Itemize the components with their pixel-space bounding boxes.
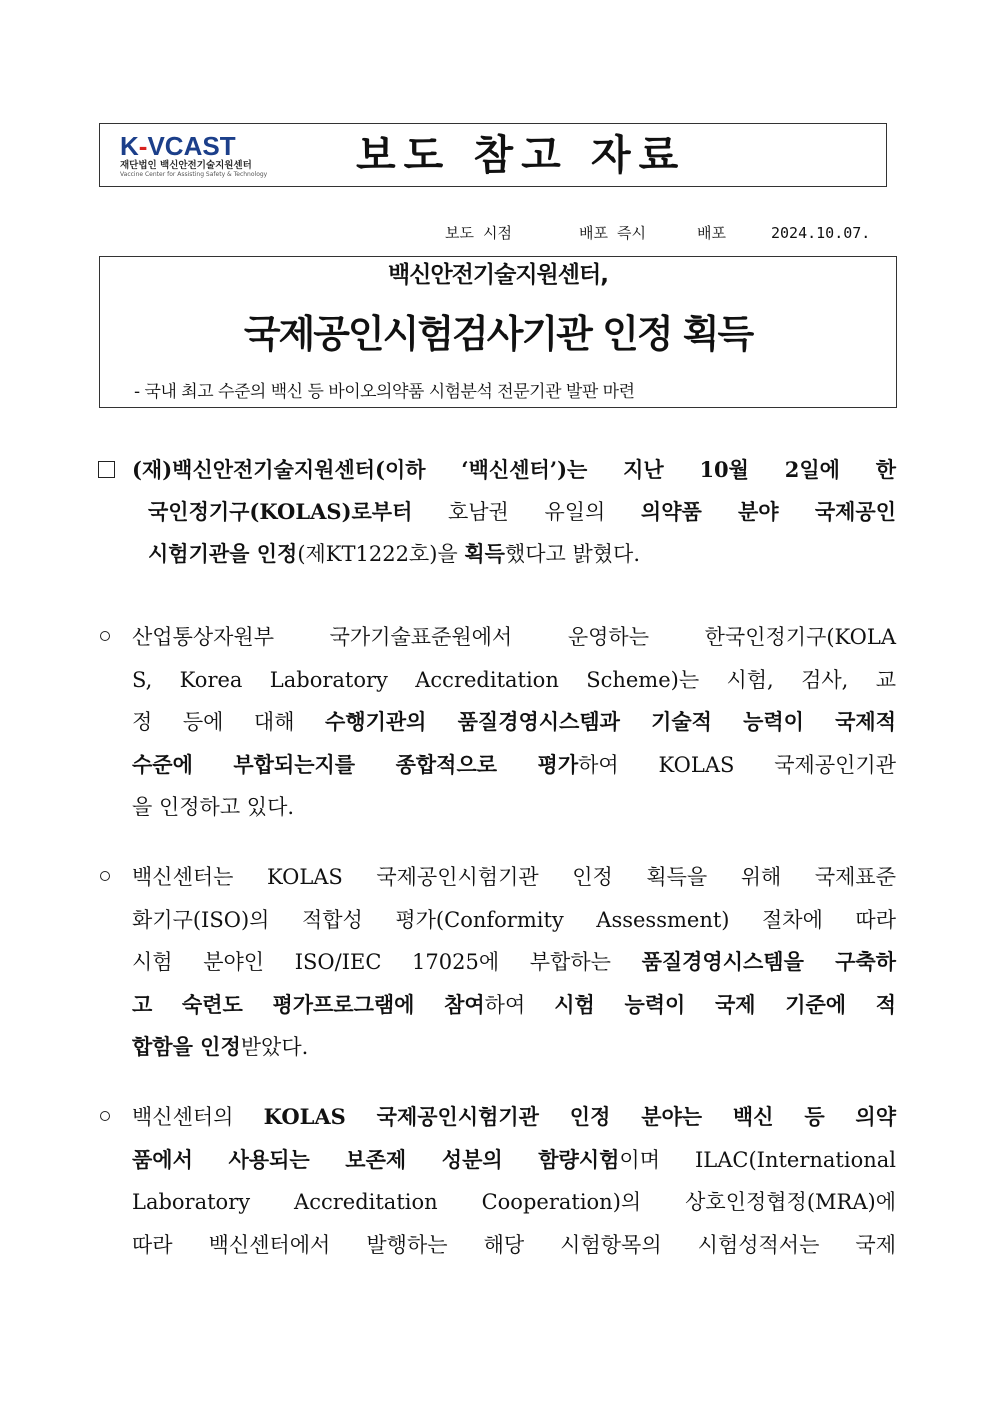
logo-english-name: Vaccine Center for Assisting Safety & Technology [120,171,268,178]
paragraph-3-line-2: 화기구(ISO)의 적합성 평가(Conformity Assessment) 절차에 따라 [132,907,896,932]
square-bullet-icon [98,461,115,478]
paragraph-4 [132,1096,896,1266]
release-time-value: 배포 즉시 [579,224,646,242]
release-time-label: 보도 시점 [445,224,512,242]
paragraph-4-line-4: 따라 백신센터에서 발행하는 해당 시험항목의 시험성적서는 국제 [132,1232,896,1257]
kvcast-logo [120,132,290,182]
circle-bullet-icon [100,871,110,881]
release-date-value: 2024.10.07. [771,224,871,242]
paragraph-3-line-5: 합함을 인정받았다. [132,1034,309,1059]
header-box [99,123,887,187]
paragraph-1-line-3: 시험기관을 인정(제KT1222호)을 획득했다고 밝혔다. [148,541,641,566]
paragraph-3-line-1: 백신센터는 KOLAS 국제공인시험기관 인정 획득을 위해 국제표준 [132,865,896,889]
document-title: 보도 참고 자료 [356,131,687,179]
paragraph-4-line-2: 품에서 사용되는 보존제 성분의 함량시험이며 ILAC(International [132,1146,896,1172]
headline-subtitle: - 국내 최고 수준의 백신 등 바이오의약품 시험분석 전문기관 발판 마련 [134,382,635,402]
paragraph-2 [132,616,896,829]
paragraph-3-line-4: 고 숙련도 평가프로그램에 참여하여 시험 능력이 국제 기준에 적 [132,991,897,1017]
release-date-label: 배포 [697,224,726,242]
circle-bullet-icon [100,631,110,641]
paragraph-2-line-1: 산업통상자원부 국가기술표준원에서 운영하는 한국인정기구(KOLA [132,625,896,649]
paragraph-1 [132,449,896,575]
paragraph-1-line-2: 국인정기구(KOLAS)로부터 호남권 유일의 의약품 분야 국제공인 [148,499,896,524]
paragraph-3 [132,856,896,1069]
headline-org: 백신안전기술지원센터, [388,262,608,288]
circle-bullet-icon [100,1111,110,1121]
paragraph-2-line-5: 을 인정하고 있다. [132,795,295,819]
logo-mark: K-VCAST [120,131,236,161]
paragraph-4-line-1: 백신센터의 KOLAS 국제공인시험기관 인정 분야는 백신 등 의약 [132,1104,897,1129]
paragraph-2-line-2: S, Korea Laboratory Accreditation Scheme)는 시험, 검사, 교 [132,667,896,692]
headline-main: 국제공인시험검사기관 인정 획득 [243,312,753,356]
paragraph-1-line-1: (재)백신안전기술지원센터(이하 ‘백신센터’)는 지난 10월 2일에 한 [132,457,896,482]
paragraph-2-line-3: 정 등에 대해 수행기관의 품질경영시스템과 기술적 능력이 국제적 [132,709,896,734]
paragraph-4-line-3: Laboratory Accreditation Cooperation)의 상호인정협정(MRA)에 [132,1190,896,1214]
headline-box [99,256,897,408]
paragraph-2-line-4: 수준에 부합되는지를 종합적으로 평가하여 KOLAS 국제공인기관 [132,751,896,777]
paragraph-3-line-3: 시험 분야인 ISO/IEC 17025에 부합하는 품질경영시스템을 구축하 [132,949,896,974]
logo-korean-name: 재단법인 백신안전기술지원센터 [120,160,252,171]
